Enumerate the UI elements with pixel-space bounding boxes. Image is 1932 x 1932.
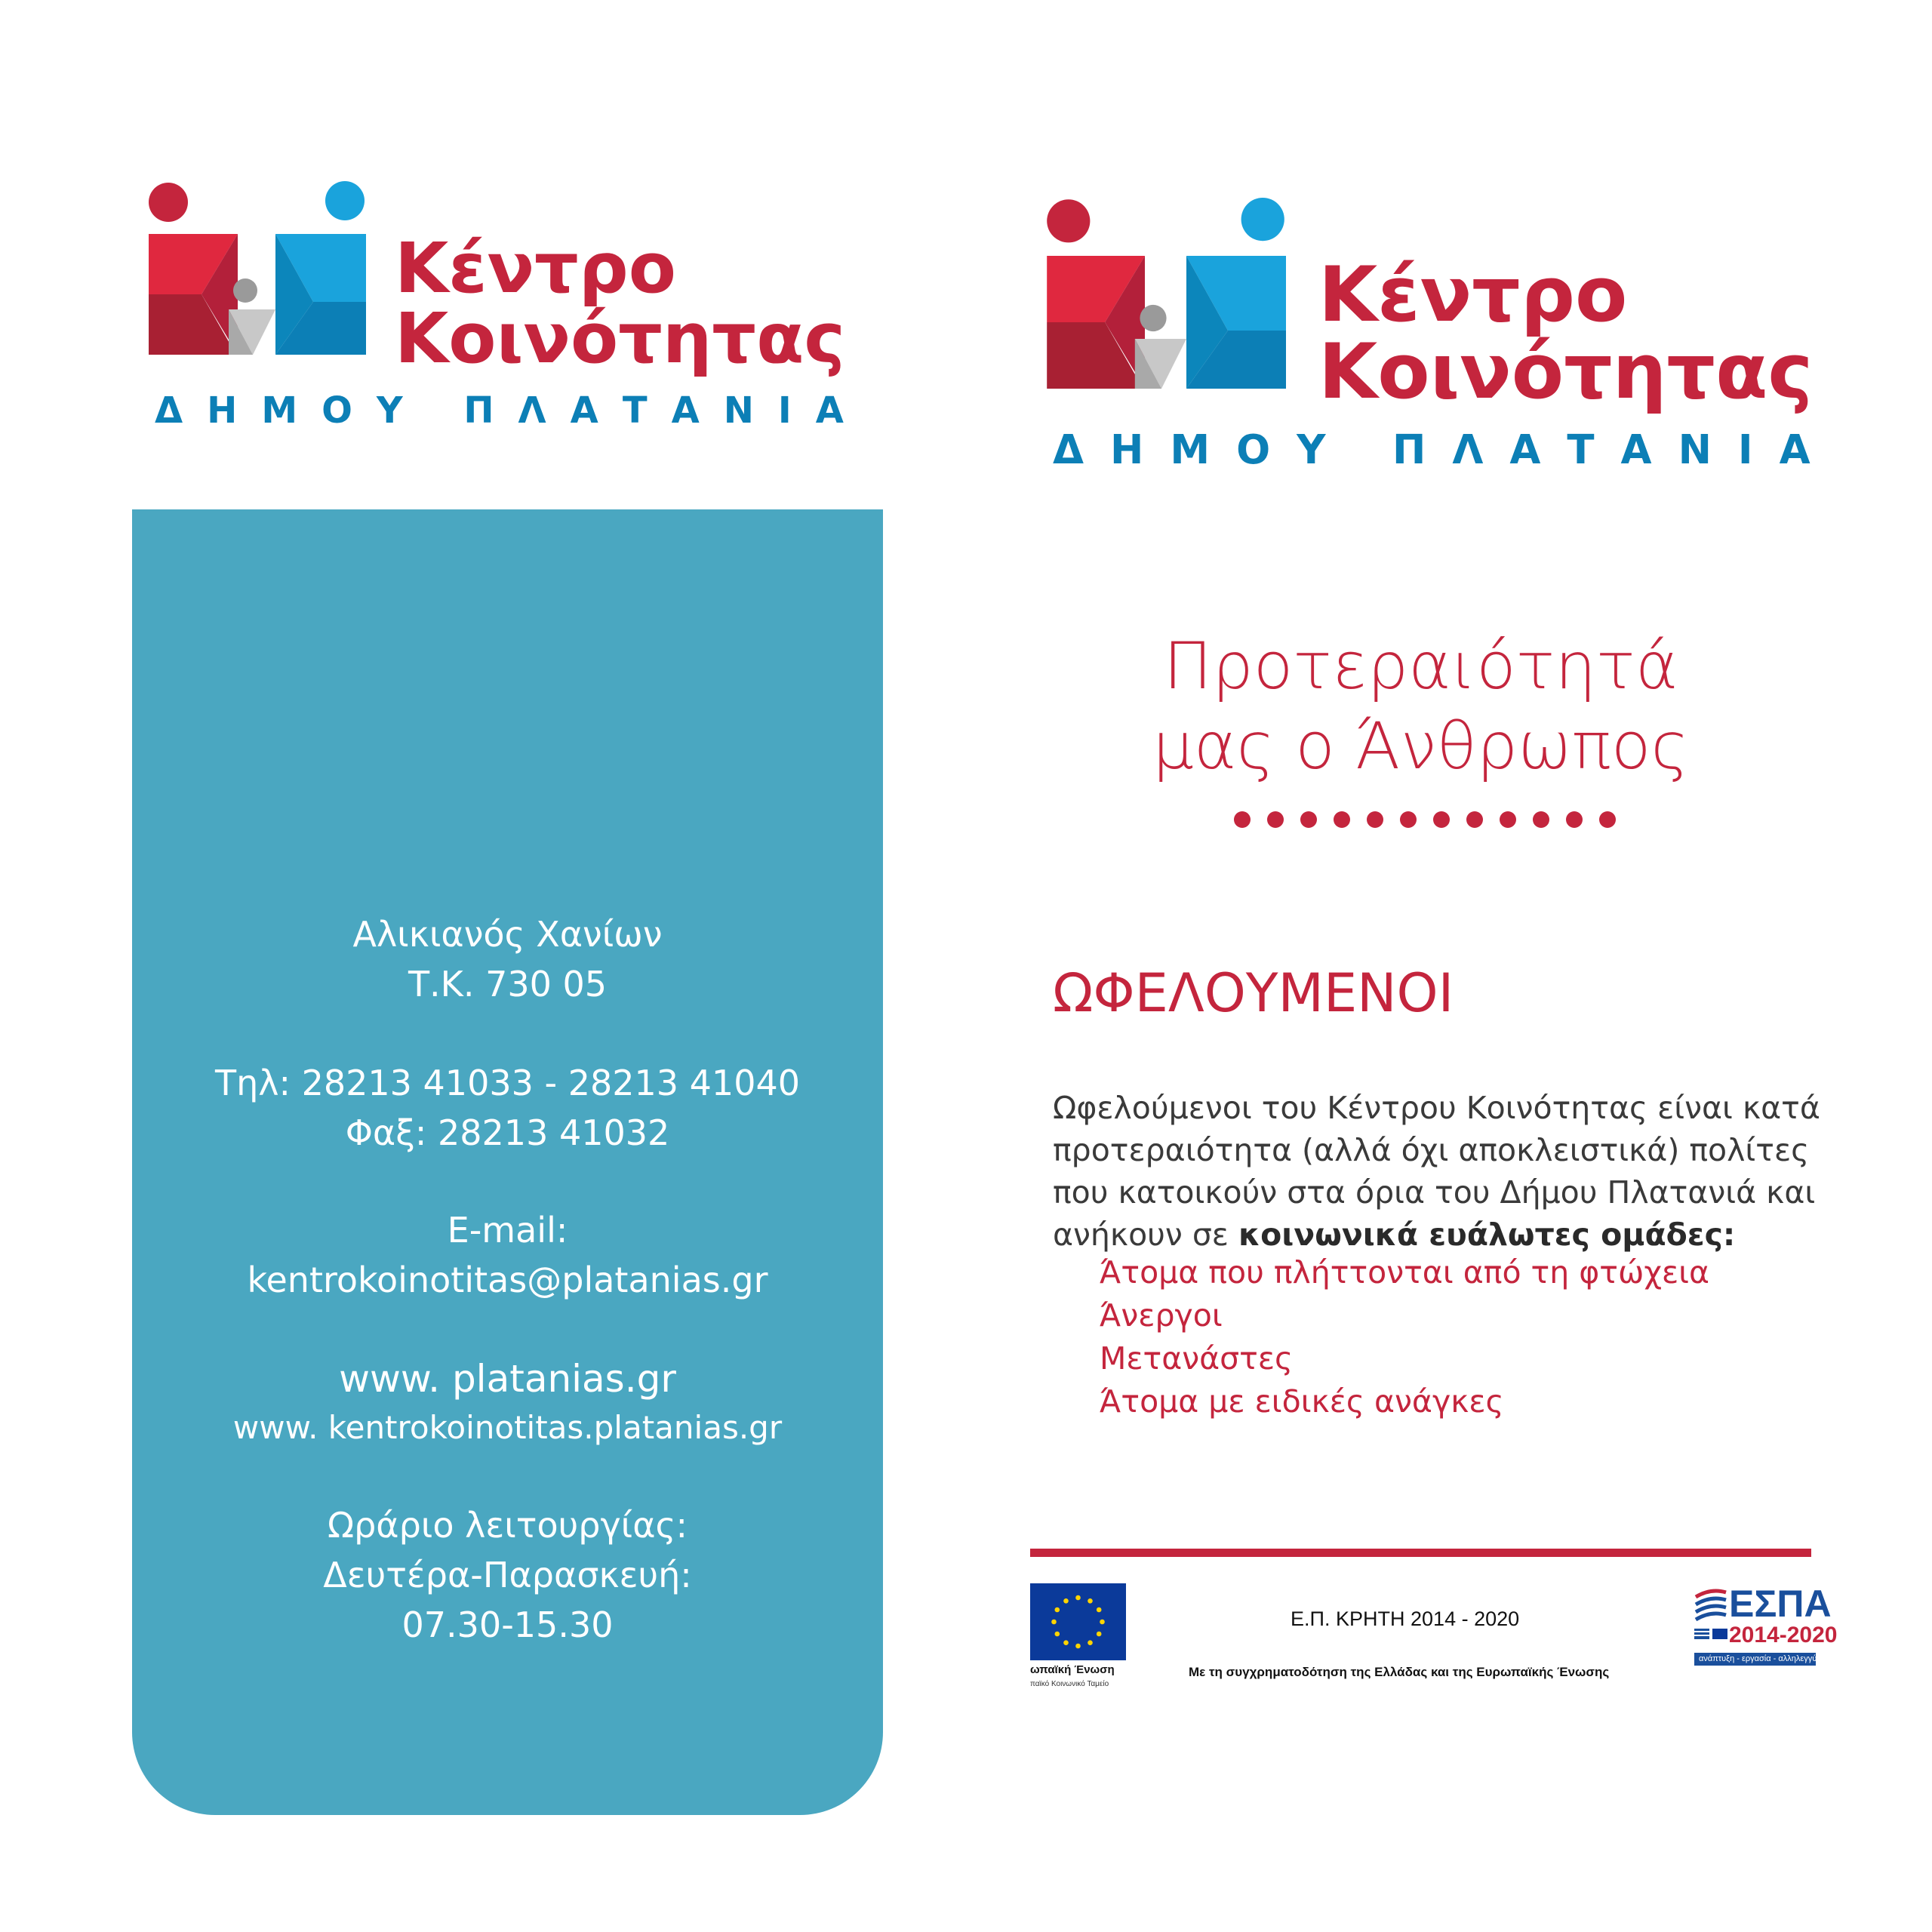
eu-fund-caption: παϊκό Κοινωνικό Ταμείο: [1030, 1680, 1109, 1688]
divider-dot: [1367, 811, 1383, 828]
logo-title-line2: Κοινότητας: [1318, 327, 1814, 416]
postal-code: Τ.Κ. 730 05: [408, 964, 608, 1004]
divider-dot: [1533, 811, 1549, 828]
address-line1: Αλικιανός Χανίων: [352, 914, 663, 955]
phone-block: [132, 1058, 883, 1158]
logo-subtitle: ΔΗΜΟΥ ΠΛΑΤΑΝΙΑ: [155, 389, 868, 432]
logo-right: [1045, 196, 1837, 475]
logo-title-line1: Κέντρο: [395, 228, 676, 309]
list-item: Μετανάστες: [1100, 1340, 1294, 1377]
email-label: E-mail:: [447, 1210, 568, 1251]
description-line: [1053, 1214, 1792, 1256]
list-item: Άνεργοι: [1100, 1297, 1223, 1334]
beneficiaries-panel: [1030, 136, 1838, 1736]
description-line: που κατοικούν στα όρια του Δήμου Πλατανιά και: [1053, 1174, 1816, 1211]
beneficiary-groups-list: [1100, 1251, 1709, 1423]
beneficiaries-heading: ΩΦΕΛΟΥΜΕΝΟΙ: [1053, 962, 1454, 1024]
description-line: Ωφελούμενοι του Κέντρου Κοινότητας είναι κατά: [1053, 1090, 1820, 1126]
divider-dot: [1334, 811, 1350, 828]
greece-eu-flags-icon: [1694, 1629, 1727, 1645]
logo-left: [147, 181, 868, 432]
description-line-start: ανήκουν σε: [1053, 1217, 1238, 1253]
divider-dot: [1566, 811, 1583, 828]
slogan-line1: Προτεραιότητά: [1163, 629, 1678, 704]
program-title: Ε.Π. ΚΡΗΤΗ 2014 - 2020: [1291, 1607, 1520, 1630]
family-house-icon: [147, 181, 374, 377]
website-link-1[interactable]: www. platanias.gr: [339, 1357, 676, 1401]
vulnerable-groups-emphasis: κοινωνικά ευάλωτες ομάδες:: [1238, 1217, 1736, 1253]
logo-title-line1: Κέντρο: [1318, 250, 1628, 339]
email-address[interactable]: kentrokoinotitas@platanias.gr: [247, 1260, 768, 1300]
hours-time: 07.30-15.30: [401, 1604, 614, 1645]
contact-panel: [132, 128, 883, 1815]
espa-years: 2014-2020: [1729, 1623, 1838, 1647]
fax-number: Φαξ: 28213 41032: [345, 1112, 670, 1153]
espa-logo: [1694, 1583, 1838, 1666]
logo-title-line2: Κοινότητας: [395, 298, 845, 379]
hours-block: [132, 1500, 883, 1650]
hours-days: Δευτέρα-Παρασκευή:: [323, 1555, 692, 1595]
divider-dot: [1500, 811, 1516, 828]
divider-dot: [1400, 811, 1417, 828]
divider-dot: [1300, 811, 1317, 828]
divider-dot: [1234, 811, 1251, 828]
cofunding-note: Με τη συγχρηματοδότηση της Ελλάδας και της Ευρωπαϊκής Ένωσης: [1189, 1665, 1610, 1679]
footer-divider: [1030, 1549, 1811, 1557]
contact-info-box: [132, 509, 883, 1815]
slogan: [1030, 626, 1811, 786]
phone-number: Τηλ: 28213 41033 - 28213 41040: [214, 1063, 800, 1103]
eu-stars-icon: [1030, 1583, 1126, 1660]
espa-waves-icon: [1694, 1586, 1727, 1624]
list-item: Άτομα που πλήττονται από τη φτώχεια: [1100, 1254, 1710, 1291]
beneficiaries-description: [1053, 1087, 1820, 1256]
slogan-line2: μας ο Άνθρωπος: [1152, 709, 1689, 784]
family-house-icon: [1045, 196, 1294, 415]
divider-dot: [1433, 811, 1450, 828]
email-block: [132, 1205, 883, 1305]
divider-dot: [1466, 811, 1483, 828]
divider-dot: [1599, 811, 1616, 828]
description-line: προτεραιότητα (αλλά όχι αποκλειστικά) πολίτες: [1053, 1132, 1810, 1168]
website-block: [132, 1353, 883, 1451]
hours-label: Ωράριο λειτουργίας:: [327, 1505, 688, 1546]
eu-flag-logo: [1030, 1583, 1126, 1660]
divider-dot: [1267, 811, 1284, 828]
list-item: Άτομα με ειδικές ανάγκες: [1100, 1383, 1504, 1420]
espa-tagline: ανάπτυξη - εργασία - αλληλεγγύη: [1694, 1653, 1816, 1666]
espa-title: ΕΣΠΑ: [1729, 1583, 1832, 1625]
website-link-2[interactable]: www. kentrokoinotitas.platanias.gr: [232, 1409, 783, 1446]
eu-caption: ωπαϊκή Ένωση: [1030, 1663, 1115, 1676]
logo-subtitle: ΔΗΜΟΥ ΠΛΑΤΑΝΙΑ: [1053, 427, 1837, 473]
address-block: [132, 909, 883, 1009]
